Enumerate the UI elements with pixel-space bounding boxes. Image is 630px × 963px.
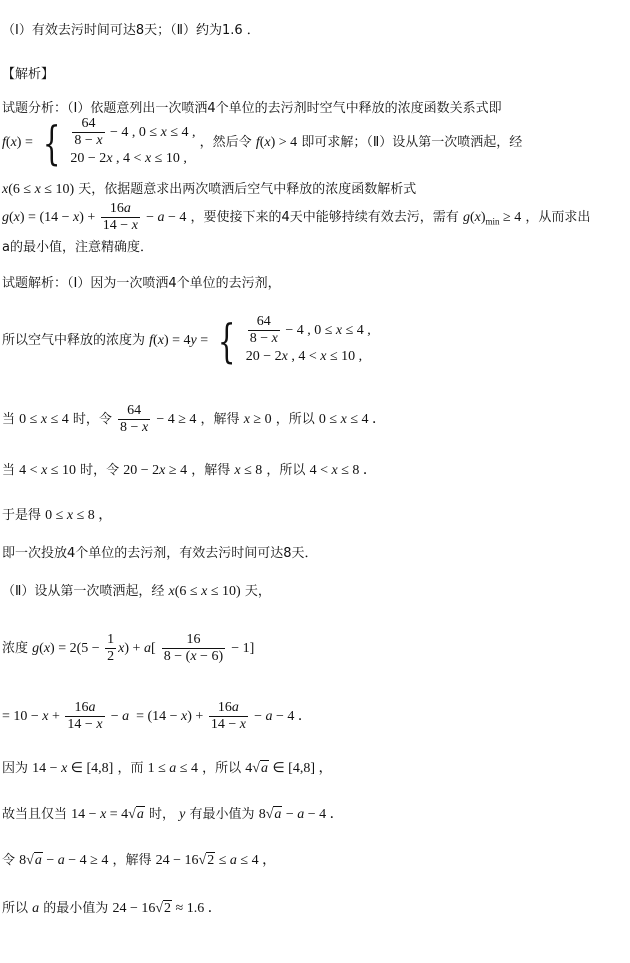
solution-line-13: 所以 a 的最小值为 24 − 16√2 ≈ 1.6 ． [2, 901, 222, 916]
solution-text-s5: 于是得 [2, 508, 42, 523]
solution-text-s4c: ，解得 [191, 463, 231, 478]
analysis-paragraph-line-1: 试题分析：（Ⅰ）依题意列出一次喷洒4个单位的去污剂时空气中释放的浓度函数关系式即 [2, 101, 502, 116]
solution-text-s12a: 令 [2, 853, 16, 868]
solution-text-s3a: 当 [2, 412, 16, 427]
solution-text-s13b: 的最小值为 [43, 901, 109, 916]
analysis-text-d: 天，依据题意求出两次喷洒后空气中释放的浓度函数解析式 [78, 182, 417, 197]
solution-text-s7b: 天， [244, 584, 271, 599]
solution-text-s10c: ，所以 [202, 761, 242, 776]
solution-text-s2: 所以空气中释放的浓度为 [2, 333, 146, 348]
analysis-paragraph-line-3: x(6 ≤ x ≤ 10) 天，依据题意求出两次喷洒后空气中释放的浓度函数解析式 [2, 182, 417, 197]
solution-line-10: 因为 14 − x ∈ [4,8] ，而 1 ≤ a ≤ 4 ，所以 4√a ∈ [4,8] ， [2, 761, 333, 776]
solution-text-s11c: 有最小值为 [189, 807, 255, 822]
solution-line-12: 令 8√a − a − 4 ≥ 4 ，解得 24 − 16√2 ≤ a ≤ 4 ， [2, 853, 277, 868]
solution-line-4: 当 4 < x ≤ 10 时，令 20 − 2x ≥ 4 ，解得 x ≤ 8 ，所以 4 < x ≤ 8 ． [2, 463, 377, 478]
solution-line-1: 试题解析：（Ⅰ）因为一次喷洒4个单位的去污剂， [2, 276, 281, 291]
solution-text-s11b: 时， [149, 807, 176, 822]
solution-line-5: 于是得 0 ≤ x ≤ 8 ， [2, 508, 113, 523]
solution-line-9: = 10 − x + $\frac{16a}{14 - x}$ − a = (14 − x) + $\frac{16a}{14 - x}$ − a − 4 ． [2, 700, 312, 732]
solution-text-s7a: （Ⅱ）设从第一次喷洒起，经 [2, 584, 165, 599]
analysis-piecewise-line: f(x) = { $\frac{64}{8 - x}$ − 4 , 0 ≤ x ≤ 4 , 20 − 2x , 4 < x ≤ 10 , ，然后令 f(x) > 4 即可求解；（Ⅱ）设从第一次喷洒起，经 [2, 115, 523, 170]
solution-line-3: 当 0 ≤ x ≤ 4 时，令 $\frac{64}{8 - x}$ − 4 ≥ 4 ，解得 x ≥ 0 ，所以 0 ≤ x ≤ 4 ． [2, 403, 386, 435]
solution-text-s10b: ，而 [117, 761, 144, 776]
solution-line-6: 即一次投放4个单位的去污剂，有效去污时间可达8天． [2, 546, 318, 561]
solution-text-s4d: ，所以 [266, 463, 306, 478]
solution-line-8: 浓度 g(x) = 2(5 − $\frac{1}{2}$ x) + a[ $\frac{16}{8 - (x - 6)}$ − 1] [2, 632, 255, 664]
analysis-gx-line: g(x) = (14 − x) + $\frac{16a}{14 - x}$ − a − 4 ，要使接下来的4天中能够持续有效去污，需有 $g(x)_{min} \ge 4$ ，从而求出 [2, 201, 591, 233]
analysis-heading: 【解析】 [2, 67, 55, 82]
solution-text-s4b: 时，令 [80, 463, 120, 478]
answer-line: （Ⅰ）有效去污时间可达8天；（Ⅱ）约为1.6 ． [2, 23, 260, 38]
solution-text-s3b: 时，令 [72, 412, 112, 427]
solution-piecewise-cases: $\frac{64}{8 - x}$ − 4 , 0 ≤ x ≤ 4 , 20 − 2x , 4 < x ≤ 10 , [245, 314, 371, 364]
solution-text-s11a: 故当且仅当 [2, 807, 68, 822]
piecewise-cases: $\frac{64}{8 - x}$ − 4 , 0 ≤ x ≤ 4 , 20 − 2x , 4 < x ≤ 10 , [70, 116, 196, 166]
solution-text-s13a: 所以 [2, 901, 29, 916]
analysis-then-text: ，然后令 [199, 135, 252, 150]
solution-text-s4a: 当 [2, 463, 16, 478]
solution-text-s8: 浓度 [2, 641, 29, 656]
solution-piecewise-line: 所以空气中释放的浓度为 f(x) = 4y = { $\frac{64}{8 - x}$ − 4 , 0 ≤ x ≤ 4 , 20 − 2x , 4 < x ≤ 10 , [2, 313, 371, 368]
analysis-text-f: ，从而求出 [525, 210, 591, 225]
solution-text-s10a: 因为 [2, 761, 29, 776]
solution-line-7: （Ⅱ）设从第一次喷洒起，经 x(6 ≤ x ≤ 10) 天， [2, 584, 271, 599]
analysis-paragraph-line-5: a的最小值，注意精确度． [2, 240, 153, 255]
analysis-text-e: ，要使接下来的4天中能够持续有效去污，需有 [190, 210, 459, 225]
solution-text-s12b: ，解得 [112, 853, 152, 868]
solution-text-s3d: ，所以 [275, 412, 315, 427]
solution-text-s3c: ，解得 [200, 412, 240, 427]
solution-line-11: 故当且仅当 14 − x = 4√a 时， y 有最小值为 8√a − a − 4 ． [2, 807, 344, 822]
analysis-solve-text: 即可求解；（Ⅱ）设从第一次喷洒起，经 [301, 135, 523, 150]
